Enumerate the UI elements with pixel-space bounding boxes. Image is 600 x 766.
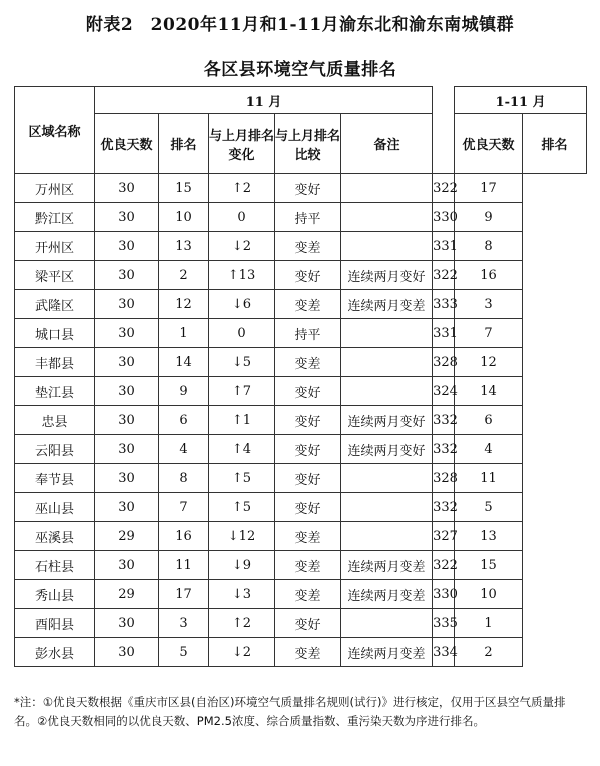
good-days-cell: 30 xyxy=(95,638,159,667)
table-row xyxy=(15,348,587,377)
ytd-rank-cell: 13 xyxy=(455,522,523,551)
rank-cell: 5 xyxy=(159,638,209,667)
column-gap xyxy=(433,87,455,174)
region-cell: 垫江县 xyxy=(15,377,95,406)
good-days-cell: 30 xyxy=(95,435,159,464)
header-ytd-rank: 排名 xyxy=(523,114,587,174)
rank-compare-cell: 变好 xyxy=(275,174,341,203)
ytd-good-days-cell: 331 xyxy=(433,319,455,348)
ytd-good-days-cell: 324 xyxy=(433,377,455,406)
rank-change-cell: ↑2 xyxy=(209,609,275,638)
region-cell: 秀山县 xyxy=(15,580,95,609)
ytd-rank-cell: 2 xyxy=(455,638,523,667)
table-row xyxy=(15,522,587,551)
ytd-rank-cell: 3 xyxy=(455,290,523,319)
rank-change-cell: ↓2 xyxy=(209,638,275,667)
rank-change-cell: ↑7 xyxy=(209,377,275,406)
region-cell: 开州区 xyxy=(15,232,95,261)
rank-change-cell: ↓12 xyxy=(209,522,275,551)
ranking-table xyxy=(14,86,587,667)
table-row xyxy=(15,464,587,493)
remark-cell xyxy=(341,464,433,493)
good-days-cell: 30 xyxy=(95,493,159,522)
rank-cell: 16 xyxy=(159,522,209,551)
ytd-good-days-cell: 327 xyxy=(433,522,455,551)
good-days-cell: 30 xyxy=(95,319,159,348)
good-days-cell: 30 xyxy=(95,551,159,580)
remark-cell xyxy=(341,319,433,348)
ytd-good-days-cell: 322 xyxy=(433,551,455,580)
region-cell: 梁平区 xyxy=(15,261,95,290)
ytd-good-days-cell: 332 xyxy=(433,435,455,464)
table-row xyxy=(15,319,587,348)
header-remark: 备注 xyxy=(341,114,433,174)
remark-cell: 连续两月变好 xyxy=(341,261,433,290)
table-body xyxy=(15,174,587,667)
remark-cell xyxy=(341,232,433,261)
rank-compare-cell: 变差 xyxy=(275,522,341,551)
ytd-rank-cell: 17 xyxy=(455,174,523,203)
remark-cell xyxy=(341,174,433,203)
rank-compare-cell: 持平 xyxy=(275,203,341,232)
rank-compare-cell: 变好 xyxy=(275,609,341,638)
ytd-rank-cell: 12 xyxy=(455,348,523,377)
region-cell: 武隆区 xyxy=(15,290,95,319)
header-month-group: 11 月 xyxy=(95,87,433,114)
rank-change-cell: ↓2 xyxy=(209,232,275,261)
rank-compare-cell: 变好 xyxy=(275,261,341,290)
remark-cell: 连续两月变好 xyxy=(341,435,433,464)
rank-change-cell: ↓9 xyxy=(209,551,275,580)
header-rank: 排名 xyxy=(159,114,209,174)
rank-cell: 12 xyxy=(159,290,209,319)
rank-cell: 13 xyxy=(159,232,209,261)
region-cell: 巫溪县 xyxy=(15,522,95,551)
remark-cell xyxy=(341,377,433,406)
remark-cell xyxy=(341,203,433,232)
ytd-good-days-cell: 335 xyxy=(433,609,455,638)
remark-cell: 连续两月变差 xyxy=(341,580,433,609)
rank-change-cell: ↓5 xyxy=(209,348,275,377)
header-rank-change: 与上月排名变化 xyxy=(209,114,275,174)
ytd-good-days-cell: 332 xyxy=(433,406,455,435)
rank-compare-cell: 变差 xyxy=(275,551,341,580)
good-days-cell: 30 xyxy=(95,232,159,261)
good-days-cell: 30 xyxy=(95,174,159,203)
ytd-rank-cell: 8 xyxy=(455,232,523,261)
region-cell: 酉阳县 xyxy=(15,609,95,638)
rank-cell: 15 xyxy=(159,174,209,203)
rank-change-cell: ↑5 xyxy=(209,493,275,522)
remark-cell: 连续两月变差 xyxy=(341,290,433,319)
rank-cell: 4 xyxy=(159,435,209,464)
rank-cell: 11 xyxy=(159,551,209,580)
ytd-good-days-cell: 333 xyxy=(433,290,455,319)
ytd-good-days-cell: 322 xyxy=(433,174,455,203)
rank-cell: 7 xyxy=(159,493,209,522)
region-cell: 彭水县 xyxy=(15,638,95,667)
ytd-rank-cell: 5 xyxy=(455,493,523,522)
region-cell: 云阳县 xyxy=(15,435,95,464)
table-row xyxy=(15,261,587,290)
ytd-rank-cell: 4 xyxy=(455,435,523,464)
rank-change-cell: ↑13 xyxy=(209,261,275,290)
table-row xyxy=(15,551,587,580)
good-days-cell: 29 xyxy=(95,522,159,551)
ytd-rank-cell: 16 xyxy=(455,261,523,290)
header-ytd-group: 1-11 月 xyxy=(455,87,587,114)
header-rank-compare: 与上月排名比较 xyxy=(275,114,341,174)
rank-cell: 17 xyxy=(159,580,209,609)
rank-cell: 2 xyxy=(159,261,209,290)
rank-change-cell: 0 xyxy=(209,319,275,348)
rank-cell: 1 xyxy=(159,319,209,348)
region-cell: 黔江区 xyxy=(15,203,95,232)
footnote: *注：①优良天数根据《重庆市区县(自治区)环境空气质量排名规则(试行)》进行核定，仅用于区县空气质量排名。②优良天数相同的以优良天数、PM2.5浓度、综合质量指数、重污染天数为序进行排名。 xyxy=(14,695,566,728)
rank-change-cell: ↓3 xyxy=(209,580,275,609)
table-row xyxy=(15,174,587,203)
rank-cell: 14 xyxy=(159,348,209,377)
rank-change-cell: ↑5 xyxy=(209,464,275,493)
region-cell: 城口县 xyxy=(15,319,95,348)
header-good-days: 优良天数 xyxy=(95,114,159,174)
good-days-cell: 30 xyxy=(95,348,159,377)
remark-cell: 连续两月变差 xyxy=(341,638,433,667)
region-cell: 奉节县 xyxy=(15,464,95,493)
table-row xyxy=(15,580,587,609)
good-days-cell: 30 xyxy=(95,203,159,232)
rank-compare-cell: 变好 xyxy=(275,435,341,464)
rank-compare-cell: 变好 xyxy=(275,406,341,435)
rank-compare-cell: 变好 xyxy=(275,493,341,522)
header-region: 区域名称 xyxy=(15,87,95,174)
rank-cell: 6 xyxy=(159,406,209,435)
rank-compare-cell: 变差 xyxy=(275,580,341,609)
ytd-rank-cell: 9 xyxy=(455,203,523,232)
good-days-cell: 30 xyxy=(95,377,159,406)
good-days-cell: 30 xyxy=(95,290,159,319)
rank-cell: 8 xyxy=(159,464,209,493)
remark-cell xyxy=(341,493,433,522)
ytd-rank-cell: 14 xyxy=(455,377,523,406)
table-row xyxy=(15,406,587,435)
ytd-good-days-cell: 328 xyxy=(433,348,455,377)
rank-change-cell: ↑2 xyxy=(209,174,275,203)
remark-cell xyxy=(341,609,433,638)
rank-cell: 9 xyxy=(159,377,209,406)
ytd-rank-cell: 7 xyxy=(455,319,523,348)
table-row xyxy=(15,435,587,464)
table-row xyxy=(15,638,587,667)
ytd-good-days-cell: 332 xyxy=(433,493,455,522)
good-days-cell: 30 xyxy=(95,406,159,435)
ytd-good-days-cell: 330 xyxy=(433,203,455,232)
rank-compare-cell: 变差 xyxy=(275,232,341,261)
rank-compare-cell: 持平 xyxy=(275,319,341,348)
region-cell: 巫山县 xyxy=(15,493,95,522)
rank-compare-cell: 变差 xyxy=(275,348,341,377)
ytd-rank-cell: 10 xyxy=(455,580,523,609)
ytd-good-days-cell: 328 xyxy=(433,464,455,493)
good-days-cell: 30 xyxy=(95,464,159,493)
remark-cell: 连续两月变差 xyxy=(341,551,433,580)
remark-cell xyxy=(341,348,433,377)
rank-compare-cell: 变好 xyxy=(275,464,341,493)
remark-cell xyxy=(341,522,433,551)
table-row xyxy=(15,493,587,522)
table-row xyxy=(15,377,587,406)
rank-compare-cell: 变好 xyxy=(275,377,341,406)
rank-change-cell: 0 xyxy=(209,203,275,232)
table-row xyxy=(15,203,587,232)
rank-change-cell: ↑1 xyxy=(209,406,275,435)
header-ytd-good-days: 优良天数 xyxy=(455,114,523,174)
document-title-line2: 各区县环境空气质量排名 xyxy=(203,60,397,80)
good-days-cell: 29 xyxy=(95,580,159,609)
table-row xyxy=(15,290,587,319)
rank-change-cell: ↑4 xyxy=(209,435,275,464)
ytd-rank-cell: 6 xyxy=(455,406,523,435)
ytd-good-days-cell: 322 xyxy=(433,261,455,290)
good-days-cell: 30 xyxy=(95,261,159,290)
rank-change-cell: ↓6 xyxy=(209,290,275,319)
ytd-rank-cell: 15 xyxy=(455,551,523,580)
region-cell: 丰都县 xyxy=(15,348,95,377)
rank-compare-cell: 变差 xyxy=(275,638,341,667)
region-cell: 万州区 xyxy=(15,174,95,203)
rank-compare-cell: 变差 xyxy=(275,290,341,319)
remark-cell: 连续两月变好 xyxy=(341,406,433,435)
region-cell: 石柱县 xyxy=(15,551,95,580)
ytd-good-days-cell: 334 xyxy=(433,638,455,667)
ytd-good-days-cell: 330 xyxy=(433,580,455,609)
region-cell: 忠县 xyxy=(15,406,95,435)
good-days-cell: 30 xyxy=(95,609,159,638)
rank-cell: 3 xyxy=(159,609,209,638)
table-row xyxy=(15,232,587,261)
ytd-rank-cell: 1 xyxy=(455,609,523,638)
table-row xyxy=(15,609,587,638)
ytd-rank-cell: 11 xyxy=(455,464,523,493)
ytd-good-days-cell: 331 xyxy=(433,232,455,261)
rank-cell: 10 xyxy=(159,203,209,232)
document-title-line1: 附表2 2020年11月和1-11月渝东北和渝东南城镇群 xyxy=(85,15,515,35)
